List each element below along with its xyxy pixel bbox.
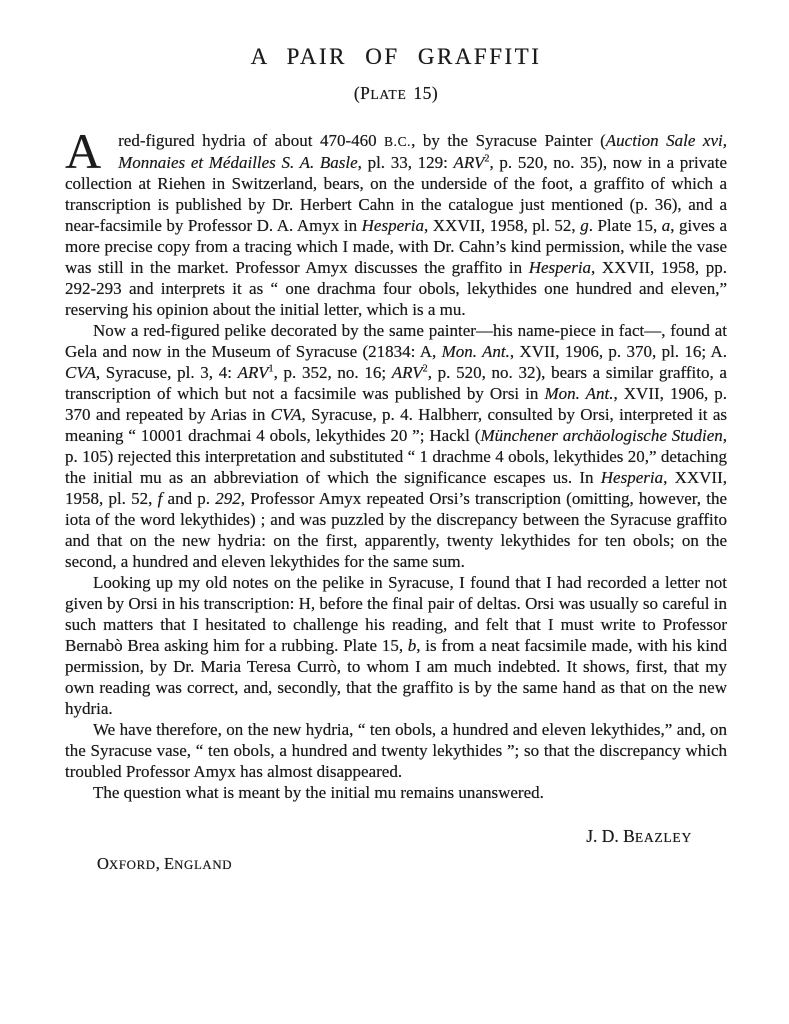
text-run: a [661, 216, 671, 235]
byline-author [65, 826, 692, 847]
text-run: CVA [65, 363, 96, 382]
text-run: Auction Sale xvi, Monnaies et Médailles S. A. Basle [118, 131, 727, 172]
text-run: ARV [391, 363, 423, 382]
plate-subtitle [65, 83, 727, 104]
paragraph-5 [65, 782, 727, 803]
text-run: , XVII, 1906, p. 370, pl. 16; A. [509, 342, 727, 361]
text-run: B.C. [384, 134, 412, 149]
text-run: NGLAND [174, 858, 233, 872]
text-run: , p. 520, no. 32), bears a similar graffito, a transcription of which but not a facsimile was published by Orsi in [65, 363, 727, 403]
text-run: 2 [484, 153, 490, 165]
article-body [65, 123, 728, 803]
text-run: Hesperia [361, 216, 424, 235]
text-run: , p. 105) rejected this interpretation and substituted “ 1 drachme 4 obols, lekythides 20,” detaching the initial mu as an abbreviation of which the significance escapes us. In [65, 426, 727, 487]
text-run: J. D. B [586, 826, 635, 846]
text-run: 292 [215, 489, 241, 508]
text-run: , by the Syracuse Painter ( [411, 131, 606, 150]
text-run: 1 [268, 363, 274, 375]
text-run: , Syracuse, pl. 3, 4: [95, 363, 238, 382]
text-run: , is from a neat facsimile made, with his kind permission, by Dr. Maria Teresa Currò, to whom I am much indebted. It shows, first, that my own reading was correct, and, secondly, that the graffito is by the same hand as that on the new hydria. [65, 636, 727, 718]
text-run: f [157, 489, 163, 508]
text-run: , p. 520, no. 35), now in a private collection at Riehen in Switzerland, bears, on the underside of the foot, a graffito of which a transcription is published by Dr. Herbert Cahn in the catalogue just mentioned (p. 36), and a near-facsimile by Professor D. A. Amyx in [65, 153, 727, 235]
text-run: 15) [406, 83, 439, 103]
text-run: Now a red-figured pelike decorated by the same painter—his name-piece in fact—, found at Gela and now in the Museum of Syracuse (21834: A, [65, 321, 727, 361]
text-run: EAZLEY [634, 830, 692, 845]
paragraph-3 [65, 572, 727, 719]
text-run: LATE [370, 87, 407, 102]
text-run: Hesperia [600, 468, 664, 487]
dropcap-letter: A [65, 123, 102, 179]
paragraph-4 [65, 719, 727, 782]
text-run: Hesperia [528, 258, 592, 277]
text-run: (P [353, 83, 371, 103]
text-run: red-figured hydria of about 470-460 [118, 131, 385, 150]
byline-place [97, 854, 727, 874]
text-run: , pl. 33, 129: [357, 153, 454, 172]
text-run: Münchener archäologische Studien [480, 426, 723, 445]
text-run: . Plate 15, [588, 216, 662, 235]
paragraph-2 [65, 320, 727, 572]
text-run: , Syracuse, p. 4. Halbherr, consulted by Orsi, interpreted it as meaning “ 10001 drachmai 4 obols, lekythides 20 ”; Hackl ( [65, 405, 728, 445]
text-run: , gives a more precise copy from a tracing which I made, with Dr. Cahn’s kind permission, while the vase was still in the market. Professor Amyx discusses the graffito in [65, 216, 727, 277]
text-run: Looking up my old notes on the pelike in Syracuse, I found that I had recorded a letter not given by Orsi in his transcription: H, before the final pair of deltas. Orsi was usually so careful in such matters that I hesitated to challenge his reading, and felt that I must write to Professor Bernabò Brea asking him for a rubbing. Plate 15, [65, 573, 727, 655]
text-run: XFORD [108, 858, 156, 872]
text-run: Mon. Ant. [544, 384, 614, 403]
text-run: , p. 352, no. 16; [273, 363, 392, 382]
text-run: g [580, 216, 589, 235]
text-run: We have therefore, on the new hydria, “ ten obols, a hundred and eleven lekythides,” and, on the Syracuse vase, “ ten obols, a hundred and twenty lekythides ”; so that the discrepancy which troubled Professor Amyx has almost disappeared. [65, 720, 727, 781]
text-run: and p. [162, 489, 216, 508]
text-run: , XXVII, 1958, pp. 292-293 and interprets it as “ one drachma four obols, lekythides one hundred and eleven,” reserving his opinion about the initial letter, which is a mu. [65, 258, 728, 319]
text-run: 2 [422, 363, 428, 375]
text-run: , E [155, 854, 175, 873]
text-run: , Professor Amyx repeated Orsi’s transcription (omitting, however, the iota of the word lekythides) ; and was puzzled by the discrepancy between the Syracuse graffito and that on the new hydria: on the first, apparently, twenty lekythides for ten obols; on the second, a hundred and eleven lekythides for the same sum. [65, 489, 727, 571]
text-run: b [407, 636, 417, 655]
text-run: Mon. Ant. [441, 342, 510, 361]
text-run: ARV [453, 153, 485, 172]
paragraph-1 [65, 123, 728, 320]
page-title: A PAIR OF GRAFFITI [250, 44, 542, 69]
text-run: , XXVII, 1958, pl. 52, [423, 216, 581, 235]
text-run: CVA [270, 405, 302, 424]
text-run: ARV [237, 363, 269, 382]
text-run: , XXVII, 1958, pl. 52, [65, 468, 727, 508]
text-run: , XVII, 1906, p. 370 and repeated by Arias in [65, 384, 727, 424]
text-run: O [97, 854, 109, 873]
text-run: The question what is meant by the initial mu remains unanswered. [93, 783, 544, 802]
